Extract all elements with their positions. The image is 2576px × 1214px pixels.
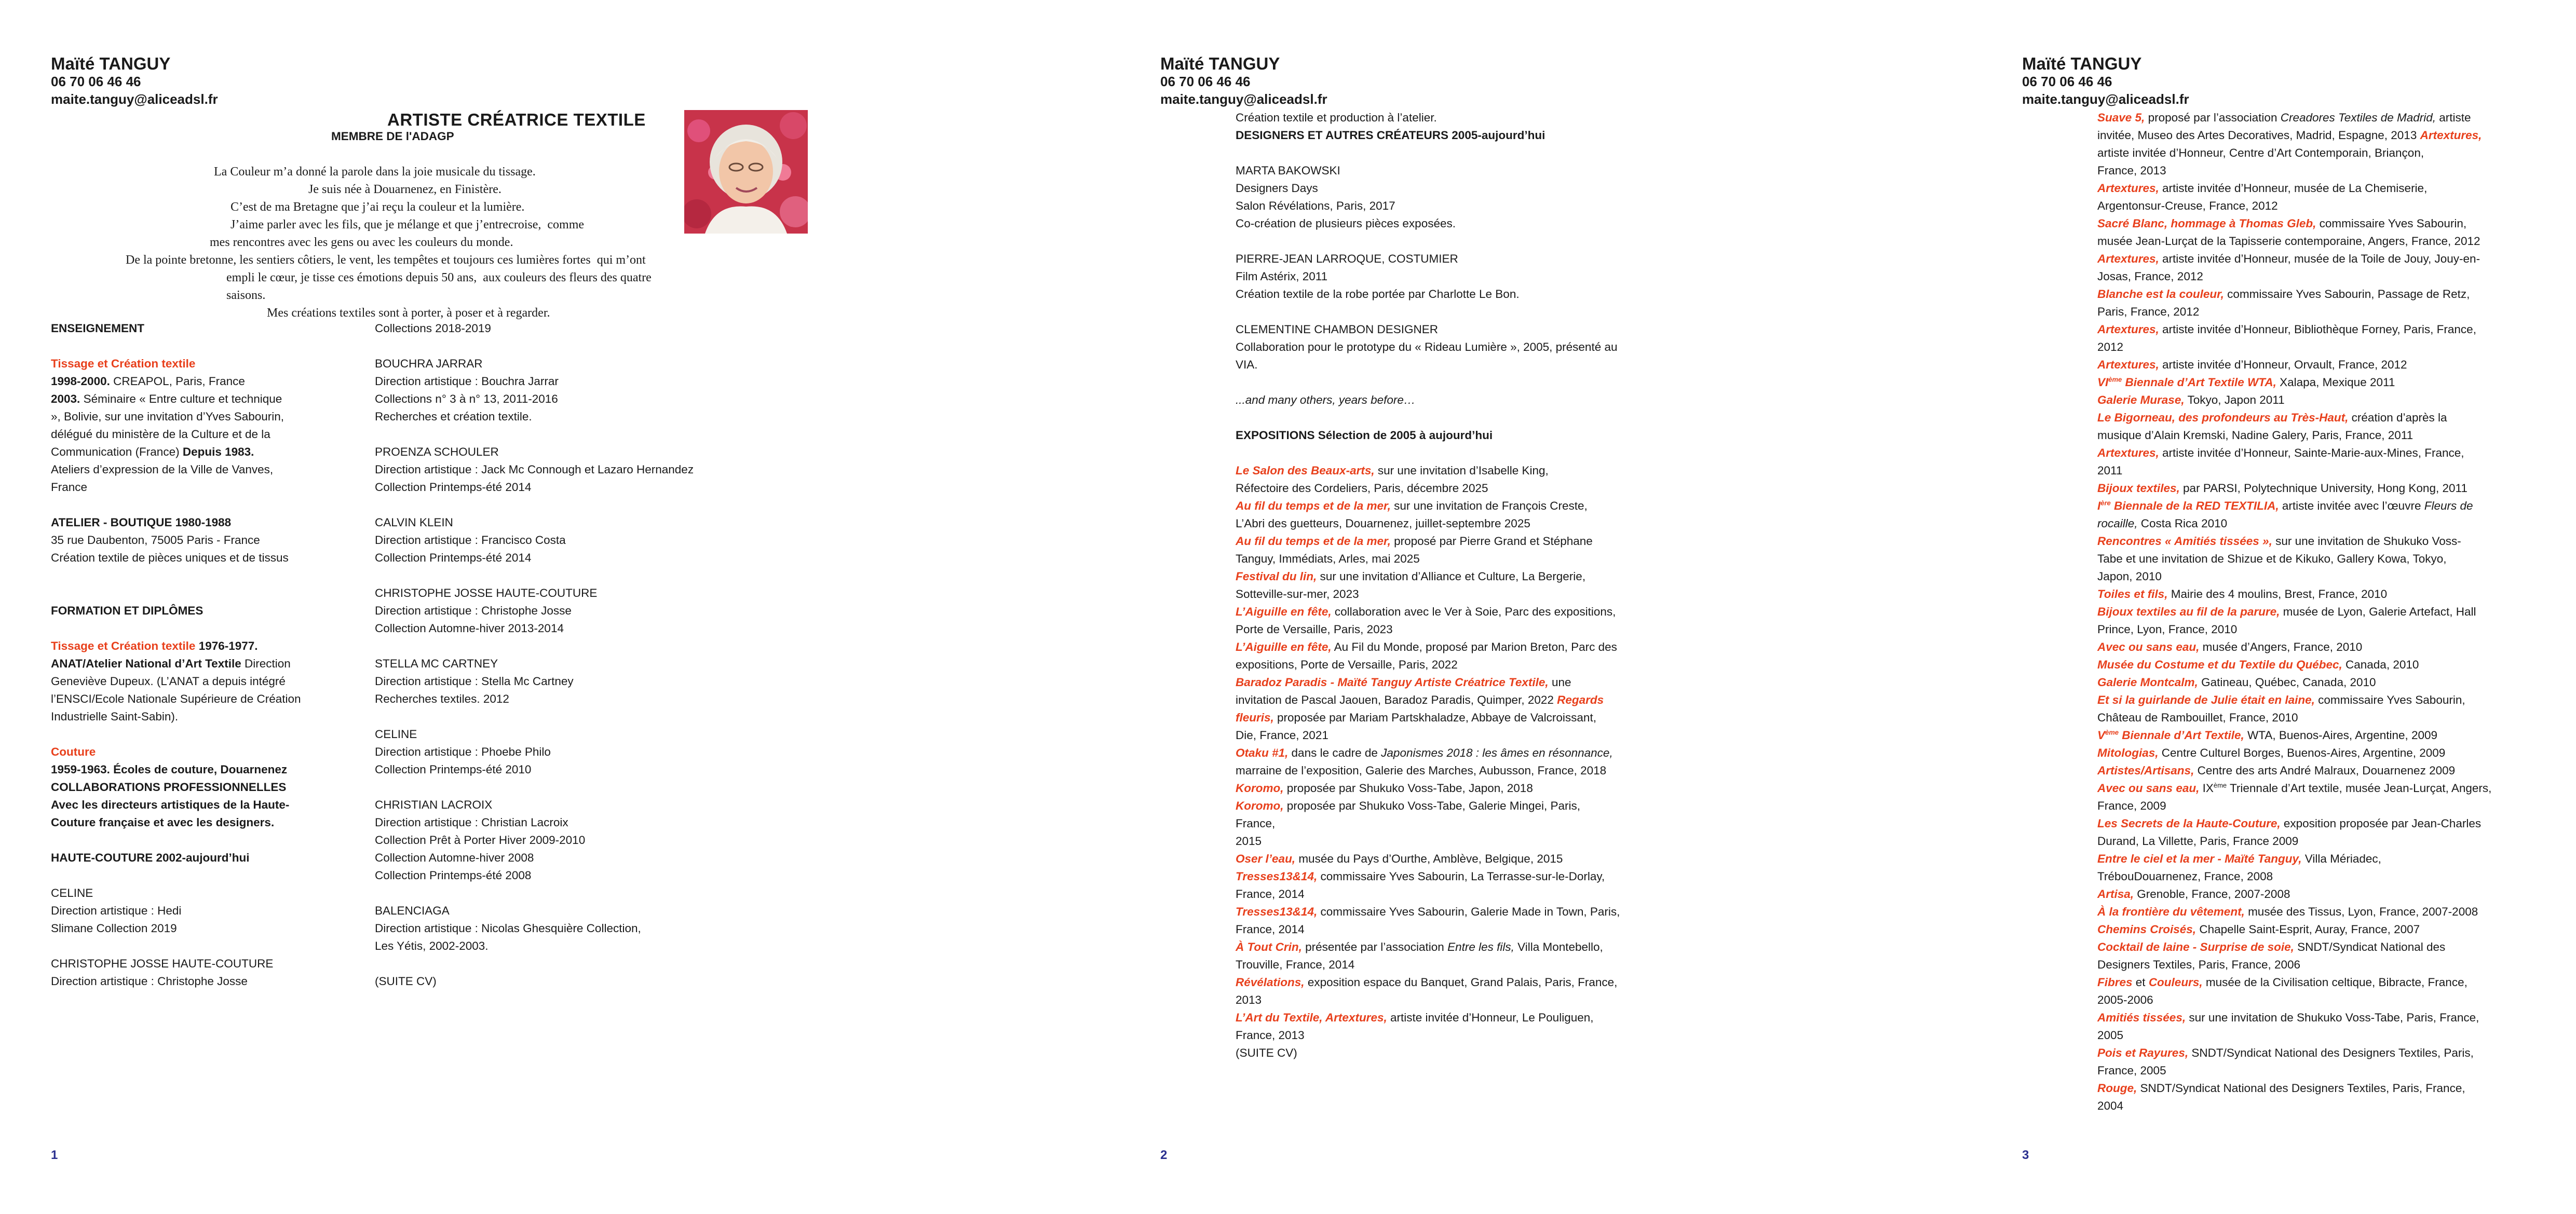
text-line: expositions, Porte de Versaille, Paris, 2022 bbox=[1236, 658, 1458, 671]
designer-name: MARTA BAKOWSKI bbox=[1236, 164, 1340, 177]
text-line: Collection Prêt à Porter Hiver 2009-2010 bbox=[375, 834, 586, 847]
text-line: Direction artistique : Jack Mc Connough et Lazaro Hernandez bbox=[375, 463, 694, 476]
header-name: Maïté TANGUY bbox=[51, 54, 171, 73]
text: proposée par Shukuko Voss-Tabe, Japon, 2018 bbox=[1283, 782, 1533, 795]
subheading-tissage: Tissage et Création textile bbox=[51, 639, 196, 652]
text-line: 2005-2006 bbox=[2097, 993, 2153, 1006]
exhibition-title: Bijoux textiles, bbox=[2097, 482, 2180, 495]
text: commissaire Yves Sabourin, Passage de Retz, bbox=[2224, 288, 2470, 301]
exhibition-title: Rouge, bbox=[2097, 1082, 2137, 1095]
section-heading-haute-couture: HAUTE-COUTURE 2002-aujourd’hui bbox=[51, 851, 250, 864]
text: Grenoble, France, 2007-2008 bbox=[2134, 888, 2290, 901]
exhibition-title: Musée du Costume et du Textile du Québec, bbox=[2097, 658, 2342, 671]
text: artiste invitée d’Honneur, Sainte-Marie-aux-Mines, France, bbox=[2159, 446, 2464, 459]
text: IX bbox=[2199, 782, 2214, 795]
text-line: Collection Printemps-été 2010 bbox=[375, 763, 532, 776]
text: sur une invitation de François Creste, bbox=[1390, 499, 1588, 512]
text-line: France bbox=[51, 481, 88, 494]
poem-line: mes rencontres avec les gens ou avec les couleurs du monde. bbox=[210, 236, 513, 249]
text-line: Sotteville-sur-mer, 2023 bbox=[1236, 588, 1359, 601]
text-line: Josas, France, 2012 bbox=[2097, 270, 2203, 283]
text: musée de Lyon, Galerie Artefact, Hall bbox=[2280, 605, 2476, 618]
exhibition-title: Artisa, bbox=[2097, 888, 2134, 901]
text-line: Direction artistique : Bouchra Jarrar bbox=[375, 375, 559, 388]
exhibition-title: Otaku #1, bbox=[1236, 746, 1289, 759]
text-line: Designers Days bbox=[1236, 182, 1318, 195]
text: proposée par Shukuko Voss-Tabe, Galerie Mingei, Paris, bbox=[1283, 799, 1581, 812]
exhibition-title: Sacré Blanc, hommage à Thomas Gleb, bbox=[2097, 217, 2316, 230]
text-line: Collection Printemps-été 2014 bbox=[375, 551, 532, 564]
header-email: maite.tanguy@aliceadsl.fr bbox=[2022, 91, 2189, 107]
text: proposé par l’association bbox=[2145, 111, 2281, 124]
exhibition-title: L’Aiguille en fête, bbox=[1236, 605, 1332, 618]
text-line: France, 2005 bbox=[2097, 1064, 2166, 1077]
exhibition-title: Artextures, bbox=[2097, 323, 2159, 336]
poem bbox=[119, 163, 652, 322]
left-column bbox=[51, 320, 315, 990]
text: artiste bbox=[2436, 111, 2471, 124]
text: Communication (France) bbox=[51, 445, 183, 458]
text-line: Direction artistique : Francisco Costa bbox=[375, 534, 566, 547]
text-line: 2013 bbox=[1236, 993, 1262, 1006]
text: SNDT/Syndicat National des Designers Textiles, Paris, bbox=[2188, 1046, 2474, 1059]
text: artiste invitée d’Honneur, musée de La Chemiserie, bbox=[2159, 182, 2428, 195]
page-number: 2 bbox=[1160, 1148, 1168, 1162]
text-line: COLLABORATIONS PROFESSIONNELLES bbox=[51, 781, 287, 794]
text: WTA, Buenos-Aires, Argentine, 2009 bbox=[2244, 729, 2438, 742]
exhibition-title: Mitologias, bbox=[2097, 746, 2159, 759]
header-phone: 06 70 06 46 46 bbox=[2022, 74, 2112, 89]
exhibition-title: Et si la guirlande de Julie était en laine, bbox=[2097, 693, 2315, 706]
page-2 bbox=[1111, 0, 1973, 1214]
text-line: TrébouDouarnenez, France, 2008 bbox=[2097, 870, 2273, 883]
text-line: Couture française et avec les designers. bbox=[51, 816, 275, 829]
exhibition-title: Artextures, bbox=[2097, 358, 2159, 371]
text: dans le cadre de bbox=[1288, 746, 1381, 759]
many-others: ...and many others, years before… bbox=[1236, 393, 1416, 406]
designer-name: STELLA MC CARTNEY bbox=[375, 657, 498, 670]
text-line: France, 2014 bbox=[1236, 923, 1305, 936]
designer-name: CELINE bbox=[375, 728, 417, 741]
exhibition-title: Au fil du temps et de la mer, bbox=[1236, 535, 1391, 548]
text: Triennale d’Art textile, musée Jean-Lurçat, Angers, bbox=[2227, 782, 2492, 795]
text: Mairie des 4 moulins, Brest, France, 2010 bbox=[2167, 588, 2388, 601]
text: collaboration avec le Ver à Soie, Parc des expositions, bbox=[1331, 605, 1616, 618]
header-name: Maïté TANGUY bbox=[1160, 54, 1280, 73]
designer-name: CLEMENTINE CHAMBON DESIGNER bbox=[1236, 323, 1439, 336]
text: artiste invitée d’Honneur, Le Pouliguen, bbox=[1387, 1011, 1594, 1024]
exhibition-title: Les Secrets de la Haute-Couture, bbox=[2097, 817, 2281, 830]
text-line: France, bbox=[1236, 817, 1276, 830]
section-heading-formation: FORMATION ET DIPLÔMES bbox=[51, 604, 204, 617]
header-phone: 06 70 06 46 46 bbox=[1160, 74, 1251, 89]
text-line: artiste invitée d’Honneur, Centre d’Art Contemporain, Briançon, bbox=[2097, 146, 2424, 159]
designer-name: CALVIN KLEIN bbox=[375, 516, 453, 529]
exhibition-title: À Tout Crin, bbox=[1236, 940, 1302, 953]
text: sur une invitation de Shukuko Voss- bbox=[2272, 535, 2461, 548]
text: exposition espace du Banquet, Grand Palais, Paris, France, bbox=[1304, 976, 1618, 989]
text-line: Designers Textiles, Paris, France, 2006 bbox=[2097, 958, 2301, 971]
page-1 bbox=[0, 0, 857, 1214]
year: 1998-2000. bbox=[51, 375, 110, 388]
text: Centre Culturel Borges, Buenos-Aires, Argentine, 2009 bbox=[2158, 746, 2446, 759]
poem-line: saisons. bbox=[226, 289, 266, 302]
poem-line: Je suis née à Douarnenez, en Finistère. bbox=[308, 183, 501, 196]
designer-name: PIERRE-JEAN LARROQUE, COSTUMIER bbox=[1236, 252, 1458, 265]
text-italic: Creadores Textiles de Madrid, bbox=[2280, 111, 2436, 124]
text-line: Die, France, 2021 bbox=[1236, 729, 1328, 742]
text-line: Château de Rambouillet, France, 2010 bbox=[2097, 711, 2298, 724]
page-subtitle: MEMBRE DE l'ADAGP bbox=[331, 130, 454, 143]
exhibition-title: Fibres bbox=[2097, 976, 2133, 989]
text: proposée par Mariam Partskhaladze, Abbaye de Valcroissant, bbox=[1273, 711, 1596, 724]
exhibition-title: Festival du lin, bbox=[1236, 570, 1317, 583]
exhibition-title: Galerie Murase, bbox=[2097, 393, 2185, 406]
exhibition-title: Couleurs, bbox=[2148, 976, 2203, 989]
exhibition-title: Regards bbox=[1557, 693, 1604, 706]
exhibition-title: Biennale d’Art Textile, bbox=[2119, 729, 2244, 742]
section-heading-expositions: EXPOSITIONS Sélection de 2005 à aujourd’hui bbox=[1236, 429, 1493, 442]
poem-line: empli le cœur, je tisse ces émotions depuis 50 ans, aux couleurs des fleurs des quatre bbox=[226, 271, 652, 284]
section-heading-designers: DESIGNERS ET AUTRES CRÉATEURS 2005-aujourd’hui bbox=[1236, 129, 1545, 142]
text-line: 2011 bbox=[2097, 464, 2123, 477]
text: sur une invitation d’Isabelle King, bbox=[1374, 464, 1549, 477]
exhibition-title: Artextures, bbox=[2097, 182, 2159, 195]
text-line: Les Yétis, 2002-2003. bbox=[375, 939, 489, 952]
text-line: Durand, La Villette, Paris, France 2009 bbox=[2097, 835, 2299, 848]
text: sur une invitation d’Alliance et Culture, La Bergerie, bbox=[1317, 570, 1586, 583]
text: Séminaire « Entre culture et technique bbox=[80, 392, 282, 405]
designer-name: CELINE bbox=[51, 886, 93, 899]
text-line: Direction artistique : Nicolas Ghesquière Collection, bbox=[375, 922, 641, 935]
text-line: 2015 bbox=[1236, 835, 1262, 848]
text: SNDT/Syndicat National des bbox=[2294, 940, 2446, 953]
text: sur une invitation de Shukuko Voss-Tabe, Paris, France, bbox=[2186, 1011, 2479, 1024]
text-line: France, 2009 bbox=[2097, 799, 2166, 812]
text-line: délégué du ministère de la Culture et de la bbox=[51, 428, 270, 441]
exhibition-title: L’Aiguille en fête, bbox=[1236, 640, 1332, 653]
text: Tokyo, Japon 2011 bbox=[2184, 393, 2285, 406]
text: musée du Pays d’Ourthe, Amblève, Belgique, 2015 bbox=[1295, 852, 1563, 865]
text-line: VIA. bbox=[1236, 358, 1258, 371]
exhibition-title: Koromo, bbox=[1236, 799, 1284, 812]
section-heading-enseignement: ENSEIGNEMENT bbox=[51, 322, 145, 335]
text-line: France, 2014 bbox=[1236, 888, 1305, 901]
text-line: Collection Automne-hiver 2008 bbox=[375, 851, 534, 864]
exhibition-title: Suave 5, bbox=[2097, 111, 2145, 124]
text-line: Recherches et création textile. bbox=[375, 410, 532, 423]
portrait-photo bbox=[684, 110, 808, 234]
exhibition-title: I bbox=[2097, 499, 2101, 512]
exhibition-title: Koromo, bbox=[1236, 782, 1284, 795]
text: Direction bbox=[241, 657, 291, 670]
text-line: l’ENSCI/Ecole Nationale Supérieure de Création bbox=[51, 692, 301, 705]
exhibition-title: Tresses13&14, bbox=[1236, 870, 1318, 883]
text: et bbox=[2132, 976, 2149, 989]
text: présentée par l’association bbox=[1301, 940, 1448, 953]
text: musée d’Angers, France, 2010 bbox=[2199, 640, 2363, 653]
text-line: 2012 bbox=[2097, 340, 2124, 353]
text-line: Direction artistique : Christophe Josse bbox=[51, 975, 248, 988]
text: commissaire Yves Sabourin, La Terrasse-sur-le-Dorlay, bbox=[1317, 870, 1605, 883]
superscript: ère bbox=[2100, 499, 2111, 507]
text: Costa Rica 2010 bbox=[2137, 517, 2228, 530]
text-line: Collection Printemps-été 2008 bbox=[375, 869, 532, 882]
designer-name: CHRISTOPHE JOSSE HAUTE-COUTURE bbox=[375, 586, 598, 599]
text-line: musée Jean-Lurçat de la Tapisserie contemporaine, Angers, France, 2012 bbox=[2097, 235, 2480, 248]
exhibition-title: fleuris, bbox=[1236, 711, 1274, 724]
exhibition-title: Biennale d’Art Textile WTA, bbox=[2122, 376, 2276, 389]
text: Gatineau, Québec, Canada, 2010 bbox=[2198, 676, 2376, 689]
text-line: 1959-1963. Écoles de couture, Douarnenez bbox=[51, 763, 288, 776]
text: SNDT/Syndicat National des Designers Textiles, Paris, France, bbox=[2137, 1082, 2465, 1095]
superscript: ème bbox=[2108, 375, 2122, 384]
text-line: Création textile et production à l’atelier. bbox=[1236, 111, 1437, 124]
exhibition-title: V bbox=[2097, 729, 2106, 742]
poem-line: La Couleur m’a donné la parole dans la joie musicale du tissage. bbox=[214, 165, 536, 179]
text-line: L’Abri des guetteurs, Douarnenez, juillet-septembre 2025 bbox=[1236, 517, 1530, 530]
text: Au Fil du Monde, proposé par Marion Breton, Parc des bbox=[1331, 640, 1617, 653]
text-line: Direction artistique : Hedi bbox=[51, 904, 182, 917]
exhibition-title: Toiles et fils, bbox=[2097, 588, 2168, 601]
exhibition-title: Artextures, bbox=[2097, 446, 2159, 459]
superscript: ème bbox=[2105, 728, 2119, 736]
exhibition-title: Entre le ciel et la mer - Maïté Tanguy, bbox=[2097, 852, 2302, 865]
text: Chapelle Saint-Esprit, Auray, France, 2007 bbox=[2196, 923, 2420, 936]
text-line: Film Astérix, 2011 bbox=[1236, 270, 1328, 283]
text-line: Geneviève Dupeux. (L’ANAT a depuis intégré bbox=[51, 675, 286, 688]
text: commissaire Yves Sabourin, Galerie Made in Town, Paris, bbox=[1317, 905, 1620, 918]
exhibition-title: Avec ou sans eau, bbox=[2097, 640, 2200, 653]
section-heading-atelier: ATELIER - BOUTIQUE 1980-1988 bbox=[51, 516, 232, 529]
header-email: maite.tanguy@aliceadsl.fr bbox=[1160, 91, 1327, 107]
text-line: Recherches textiles. 2012 bbox=[375, 692, 509, 705]
exhibition-title: Blanche est la couleur, bbox=[2097, 288, 2224, 301]
text: CREAPOL, Paris, France bbox=[110, 375, 245, 388]
text-line: Direction artistique : Christophe Josse bbox=[375, 604, 572, 617]
exhibition-title: VI bbox=[2097, 376, 2109, 389]
text-line: Réfectoire des Cordeliers, Paris, décembre 2025 bbox=[1236, 482, 1488, 495]
exhibition-title: Tresses13&14, bbox=[1236, 905, 1318, 918]
designer-name: PROENZA SCHOULER bbox=[375, 445, 499, 458]
text-line: Direction artistique : Christian Lacroix bbox=[375, 816, 568, 829]
year: 2003. bbox=[51, 392, 80, 405]
text: artiste invitée d’Honneur, Bibliothèque Forney, Paris, France, bbox=[2159, 323, 2476, 336]
text-line: Co-création de plusieurs pièces exposées. bbox=[1236, 217, 1456, 230]
exhibition-title: Galerie Montcalm, bbox=[2097, 676, 2198, 689]
exhibition-title: L’Art du Textile, Artextures, bbox=[1236, 1011, 1387, 1024]
text-line: France, 2013 bbox=[1236, 1029, 1305, 1042]
text-line: Création textile de pièces uniques et de tissus bbox=[51, 551, 289, 564]
designers-list bbox=[1236, 162, 1692, 374]
exhibition-title: Révélations, bbox=[1236, 976, 1305, 989]
text-line: Prince, Lyon, France, 2010 bbox=[2097, 623, 2238, 636]
poem-line: J’aime parler avec les fils, que je mélange et que j’entrecroise, comme bbox=[231, 218, 585, 231]
text-line: 2004 bbox=[2097, 1099, 2124, 1112]
exhibition-title: Biennale de la RED TEXTILIA, bbox=[2110, 499, 2279, 512]
suite-cv: (SUITE CV) bbox=[1236, 1046, 1297, 1059]
exhibition-title: Au fil du temps et de la mer, bbox=[1236, 499, 1391, 512]
text: Xalapa, Mexique 2011 bbox=[2276, 376, 2395, 389]
exhibition-title: Chemins Croisés, bbox=[2097, 923, 2197, 936]
exhibition-title: Rencontres « Amitiés tissées », bbox=[2097, 535, 2272, 548]
text-italic: Japonismes 2018 : les âmes en résonnance, bbox=[1381, 746, 1613, 759]
exhibition-title: Pois et Rayures, bbox=[2097, 1046, 2189, 1059]
text-line: Ateliers d’expression de la Ville de Vanves, bbox=[51, 463, 274, 476]
exhibition-title: Oser l’eau, bbox=[1236, 852, 1296, 865]
text: une bbox=[1548, 676, 1571, 689]
page3-column bbox=[2097, 109, 2554, 1115]
designer-name: (SUITE CV) bbox=[375, 975, 437, 988]
text-line: Collection Automne-hiver 2013-2014 bbox=[375, 622, 564, 635]
page-number: 3 bbox=[2022, 1148, 2029, 1162]
subheading-couture: Couture bbox=[51, 745, 96, 758]
designer-name: CHRISTIAN LACROIX bbox=[375, 798, 493, 811]
text: création d’après la bbox=[2348, 411, 2447, 424]
year: 1976-1977. bbox=[195, 639, 258, 652]
school: ANAT/Atelier National d’Art Textile bbox=[51, 657, 241, 670]
text: Villa Montebello, bbox=[1514, 940, 1603, 953]
text-line: 2005 bbox=[2097, 1029, 2124, 1042]
text-line: Argentonsur-Creuse, France, 2012 bbox=[2097, 199, 2278, 212]
poem-line: De la pointe bretonne, les sentiers côtiers, le vent, les tempêtes et toujours ces lumières fortes qui m’ont bbox=[126, 253, 646, 267]
text-line: Collaboration pour le prototype du « Rideau Lumière », 2005, présenté au bbox=[1236, 340, 1618, 353]
exhibition-title: Cocktail de laine - Surprise de soie, bbox=[2097, 940, 2294, 953]
text-line: Japon, 2010 bbox=[2097, 570, 2162, 583]
text-line: Collection Printemps-été 2014 bbox=[375, 481, 532, 494]
exhibition-title: Amitiés tissées, bbox=[2097, 1011, 2186, 1024]
designer-name: BOUCHRA JARRAR bbox=[375, 357, 483, 370]
text-line: Industrielle Saint-Sabin). bbox=[51, 710, 179, 723]
text-line: Porte de Versaille, Paris, 2023 bbox=[1236, 623, 1393, 636]
text-line: Création textile de la robe portée par Charlotte Le Bon. bbox=[1236, 288, 1520, 301]
text: Canada, 2010 bbox=[2342, 658, 2419, 671]
superscript: ème bbox=[2213, 781, 2227, 789]
header-email: maite.tanguy@aliceadsl.fr bbox=[51, 91, 218, 107]
text: commissaire Yves Sabourin, bbox=[2316, 217, 2467, 230]
text: artiste invitée d’Honneur, musée de la Toile de Jouy, Jouy-en- bbox=[2159, 252, 2480, 265]
text-line: Direction artistique : Phoebe Philo bbox=[375, 745, 551, 758]
text-line: Paris, France, 2012 bbox=[2097, 305, 2200, 318]
exhibition-title: Artextures, bbox=[2097, 252, 2159, 265]
header-phone: 06 70 06 46 46 bbox=[51, 74, 141, 89]
text-line: Tabe et une invitation de Shizue et de Kikuko, Gallery Kowa, Tokyo, bbox=[2097, 552, 2447, 565]
text-line: Tanguy, Immédiats, Arles, mai 2025 bbox=[1236, 552, 1420, 565]
designer-name: CHRISTOPHE JOSSE HAUTE-COUTURE bbox=[51, 957, 274, 970]
text: invitation de Pascal Jaouen, Baradoz Paradis, Quimper, 2022 bbox=[1236, 693, 1557, 706]
text: par PARSI, Polytechnique University, Hong Kong, 2011 bbox=[2179, 482, 2467, 495]
text-line: musique d’Alain Kremski, Nadine Galery, Paris, France, 2011 bbox=[2097, 429, 2414, 442]
text: invitée, Museo des Artes Decoratives, Madrid, Espagne, 2013 bbox=[2097, 129, 2420, 142]
text-italic: Entre les fils, bbox=[1447, 940, 1514, 953]
header-name: Maïté TANGUY bbox=[2022, 54, 2142, 73]
exhibition-title: Artistes/Artisans, bbox=[2097, 764, 2194, 777]
text: exposition proposée par Jean-Charles bbox=[2280, 817, 2482, 830]
exhibition-title: Baradoz Paradis - Maïté Tanguy Artiste Créatrice Textile, bbox=[1236, 676, 1549, 689]
text-italic: rocaille, bbox=[2097, 517, 2138, 530]
exhibition-title: À la frontière du vêtement, bbox=[2097, 905, 2245, 918]
year: Depuis 1983. bbox=[182, 445, 254, 458]
text-line: 35 rue Daubenton, 75005 Paris - France bbox=[51, 534, 260, 547]
text: proposé par Pierre Grand et Stéphane bbox=[1390, 535, 1593, 548]
text: musée de la Civilisation celtique, Bibracte, France, bbox=[2202, 976, 2467, 989]
text: Centre des arts André Malraux, Douarnenez 2009 bbox=[2194, 764, 2456, 777]
exhibition-title: Le Bigorneau, des profondeurs au Très-Haut, bbox=[2097, 411, 2349, 424]
text-line: marraine de l’exposition, Galerie des Marches, Aubusson, France, 2018 bbox=[1236, 764, 1607, 777]
text: commissaire Yves Sabourin, bbox=[2314, 693, 2465, 706]
text-line: Avec les directeurs artistiques de la Haute- bbox=[51, 798, 290, 811]
text-line: Trouville, France, 2014 bbox=[1236, 958, 1355, 971]
designer-name: Collections 2018-2019 bbox=[375, 322, 491, 335]
text-line: France, 2013 bbox=[2097, 164, 2166, 177]
subheading-tissage: Tissage et Création textile bbox=[51, 357, 196, 370]
poem-line: C’est de ma Bretagne que j’ai reçu la couleur et la lumière. bbox=[231, 200, 525, 214]
text-line: Slimane Collection 2019 bbox=[51, 922, 177, 935]
text: Villa Mériadec, bbox=[2301, 852, 2381, 865]
text-italic: Fleurs de bbox=[2424, 499, 2473, 512]
text-line: Collections n° 3 à n° 13, 2011-2016 bbox=[375, 392, 558, 405]
collaborations-column bbox=[375, 320, 769, 990]
page-title: ARTISTE CRÉATRICE TEXTILE bbox=[387, 110, 646, 129]
page-number: 1 bbox=[51, 1148, 58, 1162]
text-line: Direction artistique : Stella Mc Cartney bbox=[375, 675, 574, 688]
text-line: », Bolivie, sur une invitation d’Yves Sabourin, bbox=[51, 410, 284, 423]
text: musée des Tissus, Lyon, France, 2007-2008 bbox=[2244, 905, 2478, 918]
exhibition-title: Le Salon des Beaux-arts, bbox=[1236, 464, 1375, 477]
poem-line: Mes créations textiles sont à porter, à poser et à regarder. bbox=[267, 306, 550, 320]
exhibition-title: Artextures, bbox=[2420, 129, 2482, 142]
text: artiste invitée avec l’œuvre bbox=[2279, 499, 2424, 512]
text: artiste invitée d’Honneur, Orvault, France, 2012 bbox=[2159, 358, 2407, 371]
page2-column bbox=[1236, 109, 1692, 1062]
page-3 bbox=[1973, 0, 2576, 1214]
exhibition-title: Bijoux textiles au fil de la parure, bbox=[2097, 605, 2280, 618]
text-line: Salon Révélations, Paris, 2017 bbox=[1236, 199, 1395, 212]
designer-name: BALENCIAGA bbox=[375, 904, 450, 917]
exhibition-title: Avec ou sans eau, bbox=[2097, 782, 2200, 795]
